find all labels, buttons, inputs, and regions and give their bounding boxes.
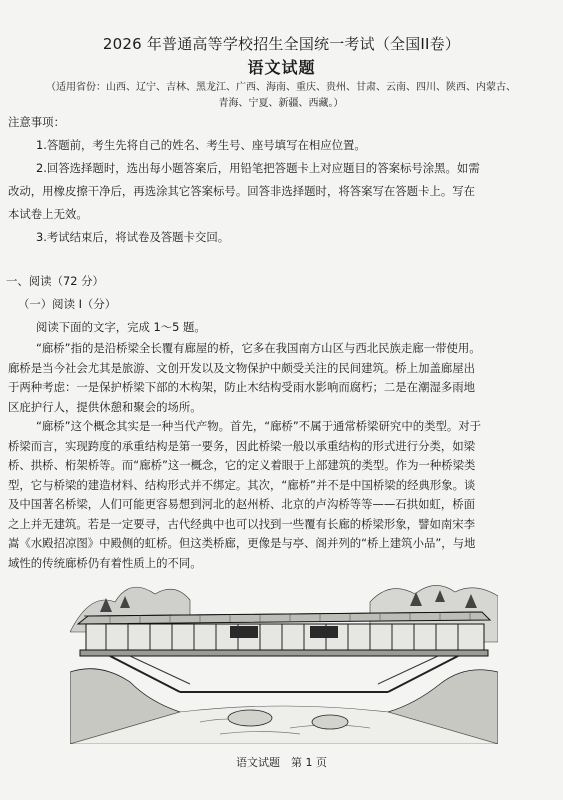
passage-line: “廊桥”这个概念其实是一种当代产物。首先，“廊桥”不属于通常桥梁研究中的类型。对于 (36, 419, 482, 433)
passage-line: 廊桥是当今社会尤其是旅游、文创开发以及文物保护中颇受关注的民间建筑。桥上加盖廊屋出 (8, 360, 476, 375)
passage-line: 域性的传统廊桥仍有着性质上的不同。 (8, 555, 202, 570)
covered-bridge-illustration (70, 572, 498, 744)
exam-title: 2026 年普通高等学校招生全国统一考试（全国II卷） (102, 35, 461, 53)
subject-title: 语文试题 (247, 58, 316, 77)
notice-line: 2.回答选择题时，选出每小题答案后，用铅笔把答题卡上对应题目的答案标号涂黑。如需 (36, 161, 480, 175)
passage-line: “廊桥”指的是沿桥梁全长覆有廊屋的桥，它多在我国南方山区与西北民族走廊一带使用。 (36, 341, 481, 355)
section-heading: 一、阅读（72 分） (6, 274, 104, 288)
provinces-line: 青海、宁夏、新疆、西藏。） (218, 98, 344, 109)
passage-line: 桥、拱桥、桁架桥等。而“廊桥”这一概念，它的定义着眼于上部建筑的类型。作为一种桥梁类 (8, 458, 476, 472)
page-footer: 语文试题 第 1 页 (236, 756, 327, 769)
provinces-line: （适用省份：山西、辽宁、吉林、黑龙江、广西、海南、重庆、贵州、甘肃、云南、四川、陕西、内蒙古、 (46, 82, 516, 93)
notice-line: 本试卷上无效。 (8, 207, 88, 221)
notice-line: 1.答题前，考生先将自己的姓名、考生号、座号填写在相应位置。 (36, 138, 366, 152)
passage-line: 嵩《水殿招凉图》中殿侧的虹桥。但这类桥廊，更像是与亭、阁并列的“桥上建筑小品”，与地 (8, 536, 476, 550)
passage-line: 及中国著名桥梁，人们可能更容易想到河北的赵州桥、北京的卢沟桥等等——石拱如虹，桥面 (8, 497, 476, 511)
passage-line: 桥梁而言，实现跨度的承重结构是第一要务，因此桥梁一般以承重结构的形式进行分类，如梁 (8, 438, 476, 453)
passage-line: 之上并无建筑。若是一定要寻，古代经典中也可以找到一些覆有长廊的桥梁形象，譬如南宋李 (8, 516, 476, 531)
reading-instruction: 阅读下面的文字，完成 1～5 题。 (36, 320, 206, 334)
passage-line: 区庇护行人，提供休憩和聚会的场所。 (8, 399, 202, 414)
subsection-heading: （一）阅读 I（分） (18, 297, 117, 311)
notice-heading: 注意事项： (8, 115, 65, 129)
passage-line: 于两种考虑：一是保护桥梁下部的木构架，防止木结构受雨水影响而腐朽；二是在潮湿多雨地 (8, 380, 476, 394)
applicable-provinces (16, 80, 546, 112)
passage-line: 型，它与桥梁的建造材料、结构形式并不绑定。其次，“廊桥”并不是中国桥梁的经典形象。谈 (8, 477, 476, 492)
notice-line: 改动，用橡皮擦干净后，再选涂其它答案标号。回答非选择题时，将答案写在答题卡上。写在 (8, 184, 476, 198)
notice-line: 3.考试结束后，将试卷及答题卡交回。 (36, 230, 230, 244)
